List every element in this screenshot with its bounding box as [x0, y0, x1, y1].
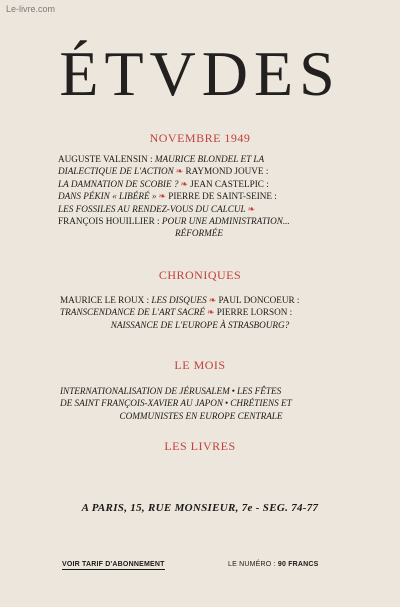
fleuron-icon: ❧	[180, 178, 189, 189]
article-line: RÉFORMÉE	[175, 228, 223, 239]
publisher-address: A PARIS, 15, RUE MONSIEUR, 7e - SEG. 74-77	[81, 502, 319, 514]
watermark: Le-livre.com	[6, 4, 56, 14]
issue-date: NOVEMBRE 1949	[149, 131, 251, 145]
mois-line: COMMUNISTES EN EUROPE CENTRALE	[119, 410, 283, 421]
le-mois-heading: LE MOIS	[174, 358, 226, 372]
fleuron-icon: ❧	[208, 295, 217, 305]
fleuron-icon: ❧	[175, 166, 184, 177]
issue-price: LE NUMÉRO : 90 FRANCS	[228, 561, 319, 568]
le-mois-list	[60, 385, 342, 422]
chroniques-list	[60, 294, 340, 331]
bullet-icon: •	[225, 398, 229, 409]
les-livres-heading: LES LIVRES	[164, 439, 236, 453]
articles-list	[58, 153, 340, 240]
chronique-line: MAURICE LE ROUX : LES DISQUES ❧ PAUL DONCOEUR :	[60, 295, 300, 305]
fleuron-icon: ❧	[158, 191, 167, 202]
chronique-line: NAISSANCE DE L'EUROPE À STRASBOURG?	[110, 319, 290, 330]
chronique-line: TRANSCENDANCE DE L'ART SACRÉ ❧ PIERRE LORSON :	[60, 307, 293, 318]
article-line: DIALECTIQUE DE L'ACTION ❧ RAYMOND JOUVE :	[58, 166, 269, 177]
article-line: LA DAMNATION DE SCOBIE ? ❧ JEAN CASTELPIC :	[58, 178, 269, 189]
bullet-icon: •	[231, 386, 236, 396]
chroniques-heading: CHRONIQUES	[158, 268, 242, 282]
journal-title: ÉTVDES	[59, 38, 341, 109]
article-line: DANS PÉKIN « LIBÉRÉ » ❧ PIERRE DE SAINT-SEINE :	[58, 191, 277, 202]
fleuron-icon: ❧	[247, 203, 256, 214]
mois-line: DE SAINT FRANÇOIS-XAVIER AU JAPON • CHRÉTIENS ET	[60, 398, 292, 409]
mois-line: INTERNATIONALISATION DE JÉRUSALEM • LES FÊTES	[60, 386, 282, 396]
fleuron-icon: ❧	[206, 307, 215, 318]
article-line: FRANÇOIS HOUILLIER : POUR UNE ADMINISTRATION...	[58, 216, 290, 227]
article-line: LES FOSSILES AU RENDEZ-VOUS DU CALCUL ❧	[58, 203, 256, 214]
subscription-note: VOIR TARIF D'ABONNEMENT	[62, 561, 165, 568]
article-line: AUGUSTE VALENSIN : MAURICE BLONDEL ET LA	[58, 154, 265, 164]
